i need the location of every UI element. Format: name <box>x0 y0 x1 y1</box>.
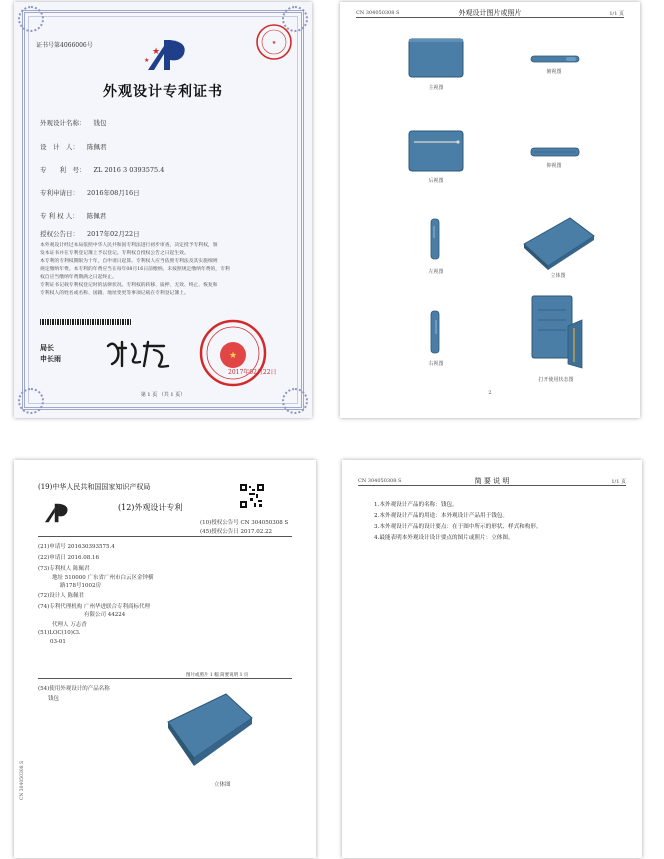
certificate-number: 证书号第4066006号 <box>36 42 93 49</box>
label-perspective-view: 立体图 <box>550 273 566 279</box>
product-name: 钱包 <box>48 696 60 702</box>
seal-date: 2017年02月22日 <box>228 369 277 376</box>
biblio-item: (51)LOC(10)Cl. <box>38 630 81 636</box>
biblio-item: 路178号1002房 <box>60 583 101 589</box>
svg-text:★: ★ <box>271 40 277 46</box>
field-filing-date: 专利申请日： 2016年08月16日 <box>40 189 140 197</box>
biblio-item: (73)专利权人 陈佩君 <box>38 566 90 572</box>
wallet-perspective-view <box>162 688 254 778</box>
biblio-item: 地址 510000 广东省广州市白云区金钟横 <box>52 575 154 581</box>
biblio-item: 代理人 万志香 <box>52 622 87 628</box>
svg-text:★: ★ <box>144 57 150 64</box>
label-front-view: 主视图 <box>428 85 444 91</box>
field-design-name: 外观设计名称： 钱包 <box>40 119 107 127</box>
design-views-page <box>340 2 640 418</box>
brief-item: 4.最能表明本外观设计设计要点的图片或照片：立体图。 <box>374 535 514 541</box>
qr-code <box>240 484 264 508</box>
wallet-top-view <box>530 54 580 64</box>
field-patentee: 专 利 权 人： 陈佩君 <box>40 212 107 220</box>
svg-text:★: ★ <box>152 47 161 57</box>
biblio-item: (74)专利代理机构 广州华进联合专利商标代理 <box>38 604 151 610</box>
divider <box>38 536 292 537</box>
wallet-front-view <box>408 38 464 78</box>
official-seal <box>198 318 268 388</box>
views-page-number: 2 <box>488 390 492 396</box>
cnipa-logo <box>40 502 72 524</box>
wallet-open-view <box>530 292 584 372</box>
label-left-view: 左视图 <box>428 269 444 275</box>
label-right-view: 右视图 <box>428 361 444 367</box>
red-stamp <box>254 22 294 62</box>
biblio-item: (72)设计人 陈佩君 <box>38 593 85 599</box>
certificate-body-text: 本外观设计经过本局依照中华人民共和国专利法进行初步审查，决定授予专利权，颁 发本证书并在专利登记簿上予以登记。专利权自授权公告之日起生效。 本专利的专利权期限为十年，自申请日起算。专利权人应当依照专利法及其实施细则 规定缴纳年费。本专利的年费应当在每年08月16日前缴纳。未按照规定缴纳年费的，专利 权自应当缴纳年费期满之日起终止。 专利证书记载专利权登记时的法律状况。专利权的转移、质押、无效、终止、恢复和 专利权人的姓名或名称、国籍、地址变更等事项记载在专利登记簿上。 <box>40 243 230 296</box>
brief-item: 3.本外观设计产品的设计要点：在于图中所示的形状、样式和构形。 <box>374 524 542 530</box>
biblio-item: 有限公司 44224 <box>84 612 126 618</box>
gazette-office: (19)中华人民共和国国家知识产权局 <box>38 483 151 491</box>
wallet-bottom-view <box>530 146 580 158</box>
corner-ornament <box>18 6 44 32</box>
brief-title: 简 要 说 明 <box>474 477 510 485</box>
gazette-kind: (12)外观设计专利 <box>118 503 183 512</box>
views-header: CN 304050308 S 外观设计图片或照片 1/1 页 <box>356 9 624 17</box>
label-back-view: 后视图 <box>428 178 444 184</box>
brief-item: 1.本外观设计产品的名称：钱包。 <box>374 502 458 508</box>
vertical-publication-number: CN 304050308 S <box>20 760 25 800</box>
label-open-view: 打开使用状态图 <box>538 377 574 383</box>
barcode <box>40 319 132 325</box>
field-grant-date: 授权公告日： 2017年02月22日 <box>40 230 140 238</box>
cnipa-logo <box>140 38 192 72</box>
director-signature <box>104 336 174 370</box>
biblio-item: (21)申请号 201630393575.4 <box>38 544 115 550</box>
wallet-perspective-view <box>520 214 596 270</box>
publication-number: (10)授权公告号 CN 304050308 S <box>200 520 289 526</box>
patent-certificate <box>14 2 312 418</box>
photo-page-count: 图片或照片 1 幅 简要说明 1 页 <box>186 673 249 678</box>
wallet-left-view <box>428 218 442 260</box>
label-top-view: 俯视图 <box>546 69 562 75</box>
certificate-title: 外观设计专利证书 <box>103 84 223 100</box>
product-name-label: (54)使用外观设计的产品名称 <box>38 686 110 692</box>
divider <box>38 678 292 679</box>
wallet-right-view <box>428 310 442 354</box>
brief-item: 2.本外观设计产品的用途：本外观设计产品用于钱包。 <box>374 513 508 519</box>
director-name: 申长雨 <box>40 354 61 363</box>
patent-gazette-page <box>14 460 316 858</box>
field-designer: 设 计 人： 陈佩君 <box>40 143 107 151</box>
wallet-back-view <box>408 130 464 172</box>
brief-description-page <box>342 460 642 858</box>
certificate-page-number: 第 1 页 （共 1 页） <box>140 392 186 398</box>
director-title: 局长 <box>40 343 54 352</box>
brief-header: CN 304050308 S 简 要 说 明 1/1 页 <box>358 477 626 485</box>
svg-text:★: ★ <box>228 351 238 361</box>
biblio-item: 03-01 <box>50 639 66 645</box>
field-patent-number: 专 利 号： ZL 2016 3 0393575.4 <box>40 166 165 174</box>
publication-date: (45)授权公告日 2017.02.22 <box>200 529 273 535</box>
label-bottom-view: 仰视图 <box>546 163 562 169</box>
views-title: 外观设计图片或照片 <box>458 9 522 17</box>
perspective-view-label: 立体图 <box>214 782 231 788</box>
biblio-item: (22)申请日 2016.08.16 <box>38 555 100 561</box>
